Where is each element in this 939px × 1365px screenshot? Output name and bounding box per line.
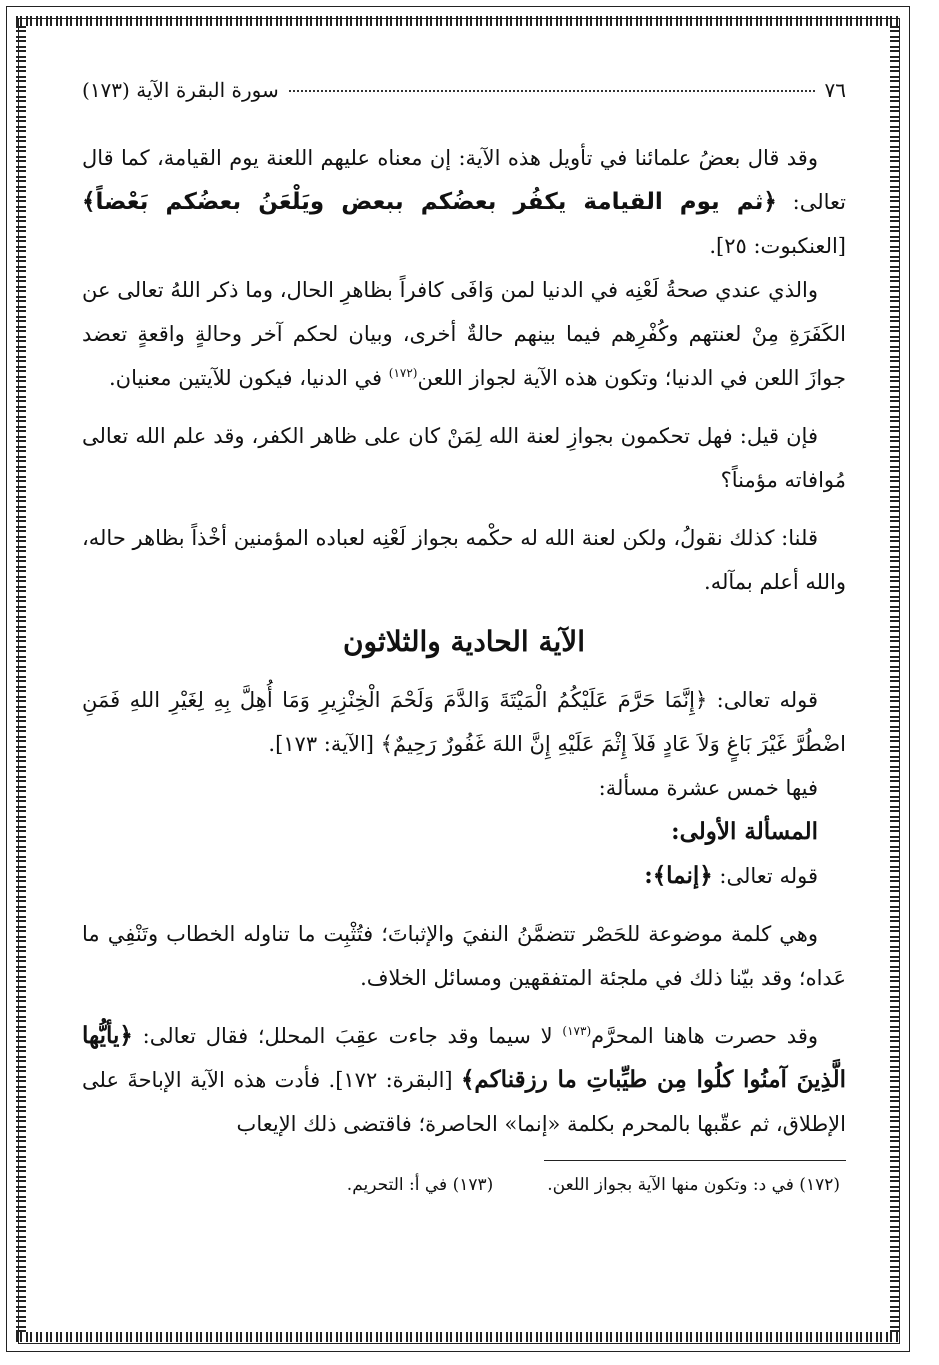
- page-number: ٧٦: [824, 78, 846, 102]
- paragraph-3: فإن قيل: فهل تحكمون بجوازِ لعنة الله لِمَنْ كان على ظاهر الكفر، وقد علم الله تعالى مُوافاته مؤمناً؟: [82, 424, 846, 492]
- footnote-separator: [544, 1160, 846, 1161]
- page-body: [82, 78, 846, 1195]
- header-dot-leader: [289, 90, 815, 92]
- footnote-173: (١٧٣) في أ: التحريم.: [346, 1175, 494, 1195]
- paragraph-5: وهي كلمة موضوعة للحَصْر تتضمَّنُ النفيَ والإثباتَ؛ فتُثْبِت ما تناوله الخطاب وتَنْفِي ما عَداه؛ وقد بيّنا ذلك في ملجئة المتفقهين ومسائل الخلاف.: [82, 922, 846, 990]
- paragraph-2: والذي عندي صحةُ لَعْنِه في الدنيا لمن وَافَى كافراً بظاهرِ الحال، وما ذكر اللهُ تعالى عن الكَفَرَةِ مِنْ لعنتهم وكُفْرِهم فيما بينهم حالةٌ أخرى، وبيان لحكم آخر وحالةٍ واقعةٍ تعضد جوازَ اللعن في الدنيا؛ وتكون هذه الآية لجواز اللعن$^{(١٧٢)}$ في الدنيا، فيكون للآيتين معنيان.: [82, 278, 846, 390]
- paragraph-1: وقد قال بعضُ علمائنا في تأويل هذه الآية: إن معناه عليهم اللعنة يوم القيامة، كما قال تعالى: ﴿ثم يوم القيامة يكفُر بعضُكم ببعض ويَلْعَنُ بعضُكم بَعْضاً﴾ [العنكبوت: ٢٥].: [82, 146, 847, 258]
- running-header: [82, 78, 846, 102]
- paragraph-4: قلنا: كذلك نقولُ، ولكن لعنة الله له حكْمه بجواز لَعْنِه لعباده المؤمنين أخْذاً بظاهر حاله، والله أعلم بمآله.: [82, 526, 846, 594]
- section-title: الآية الحادية والثلاثون: [342, 625, 586, 658]
- issue-title: المسألة الأولى:: [671, 818, 818, 845]
- quran-quote: ﴿ثم يوم القيامة يكفُر بعضُكم ببعض ويَلْعَنُ بعضُكم بَعْضاً﴾: [82, 189, 777, 215]
- issue-quote-line: قوله تعالى: ﴿إنما﴾:: [644, 862, 818, 889]
- issues-count: فيها خمس عشرة مسألة:: [598, 776, 818, 800]
- quran-verse: ﴿إِنَّمَا حَرَّمَ عَلَيْكُمُ الْمَيْتَةَ وَالدَّمَ وَلَحْمَ الْخِنْزِيرِ وَمَا أُهِلَّ بِهِ لِغَيْرِ اللهِ فَمَنِ اضْطُرَّ غَيْرَ بَاغٍ وَلاَ عَادٍ فَلاَ إِثْمَ عَلَيْهِ إِنَّ اللهَ غَفُورٌ رَحِيمٌ﴾: [82, 688, 846, 756]
- footnote-172: (١٧٢) في د: وتكون منها الآية بجواز اللعن.: [547, 1175, 840, 1195]
- verse-paragraph: قوله تعالى: ﴿إِنَّمَا حَرَّمَ عَلَيْكُمُ الْمَيْتَةَ وَالدَّمَ وَلَحْمَ الْخِنْزِيرِ وَمَا أُهِلَّ بِهِ لِغَيْرِ اللهِ فَمَنِ اضْطُرَّ غَيْرَ بَاغٍ وَلاَ عَادٍ فَلاَ إِثْمَ عَلَيْهِ إِنَّ اللهَ غَفُورٌ رَحِيمٌ﴾ [الآية: ١٧٣].: [82, 688, 846, 756]
- footnotes: [82, 1175, 846, 1195]
- quran-quote: ﴿يأيُّها الَّذِينَ آمنُوا كلُوا مِن طيِّباتِ ما رزقناكم﴾: [82, 1022, 846, 1093]
- running-title: سورة البقرة الآية (١٧٣): [82, 78, 279, 102]
- paragraph-6: وقد حصرت هاهنا المحرَّم$^{(١٧٣)}$ لا سيما وقد جاءت عقِبَ المحلل؛ فقال تعالى: ﴿يأيُّها الَّذِينَ آمنُوا كلُوا مِن طيِّباتِ ما رزقناكم﴾ [البقرة: ١٧٢]. فأدت هذه الآية الإباحةَ على الإطلاق، ثم عقّبها بالمحرم بكلمة «إنما» الحاصرة؛ فاقتضى ذلك الإيعاب: [82, 1022, 846, 1136]
- footnote-ref: (١٧٣): [562, 1024, 592, 1038]
- footnote-ref: (١٧٢): [388, 366, 418, 380]
- issue-quote: ﴿إنما﴾:: [644, 862, 713, 889]
